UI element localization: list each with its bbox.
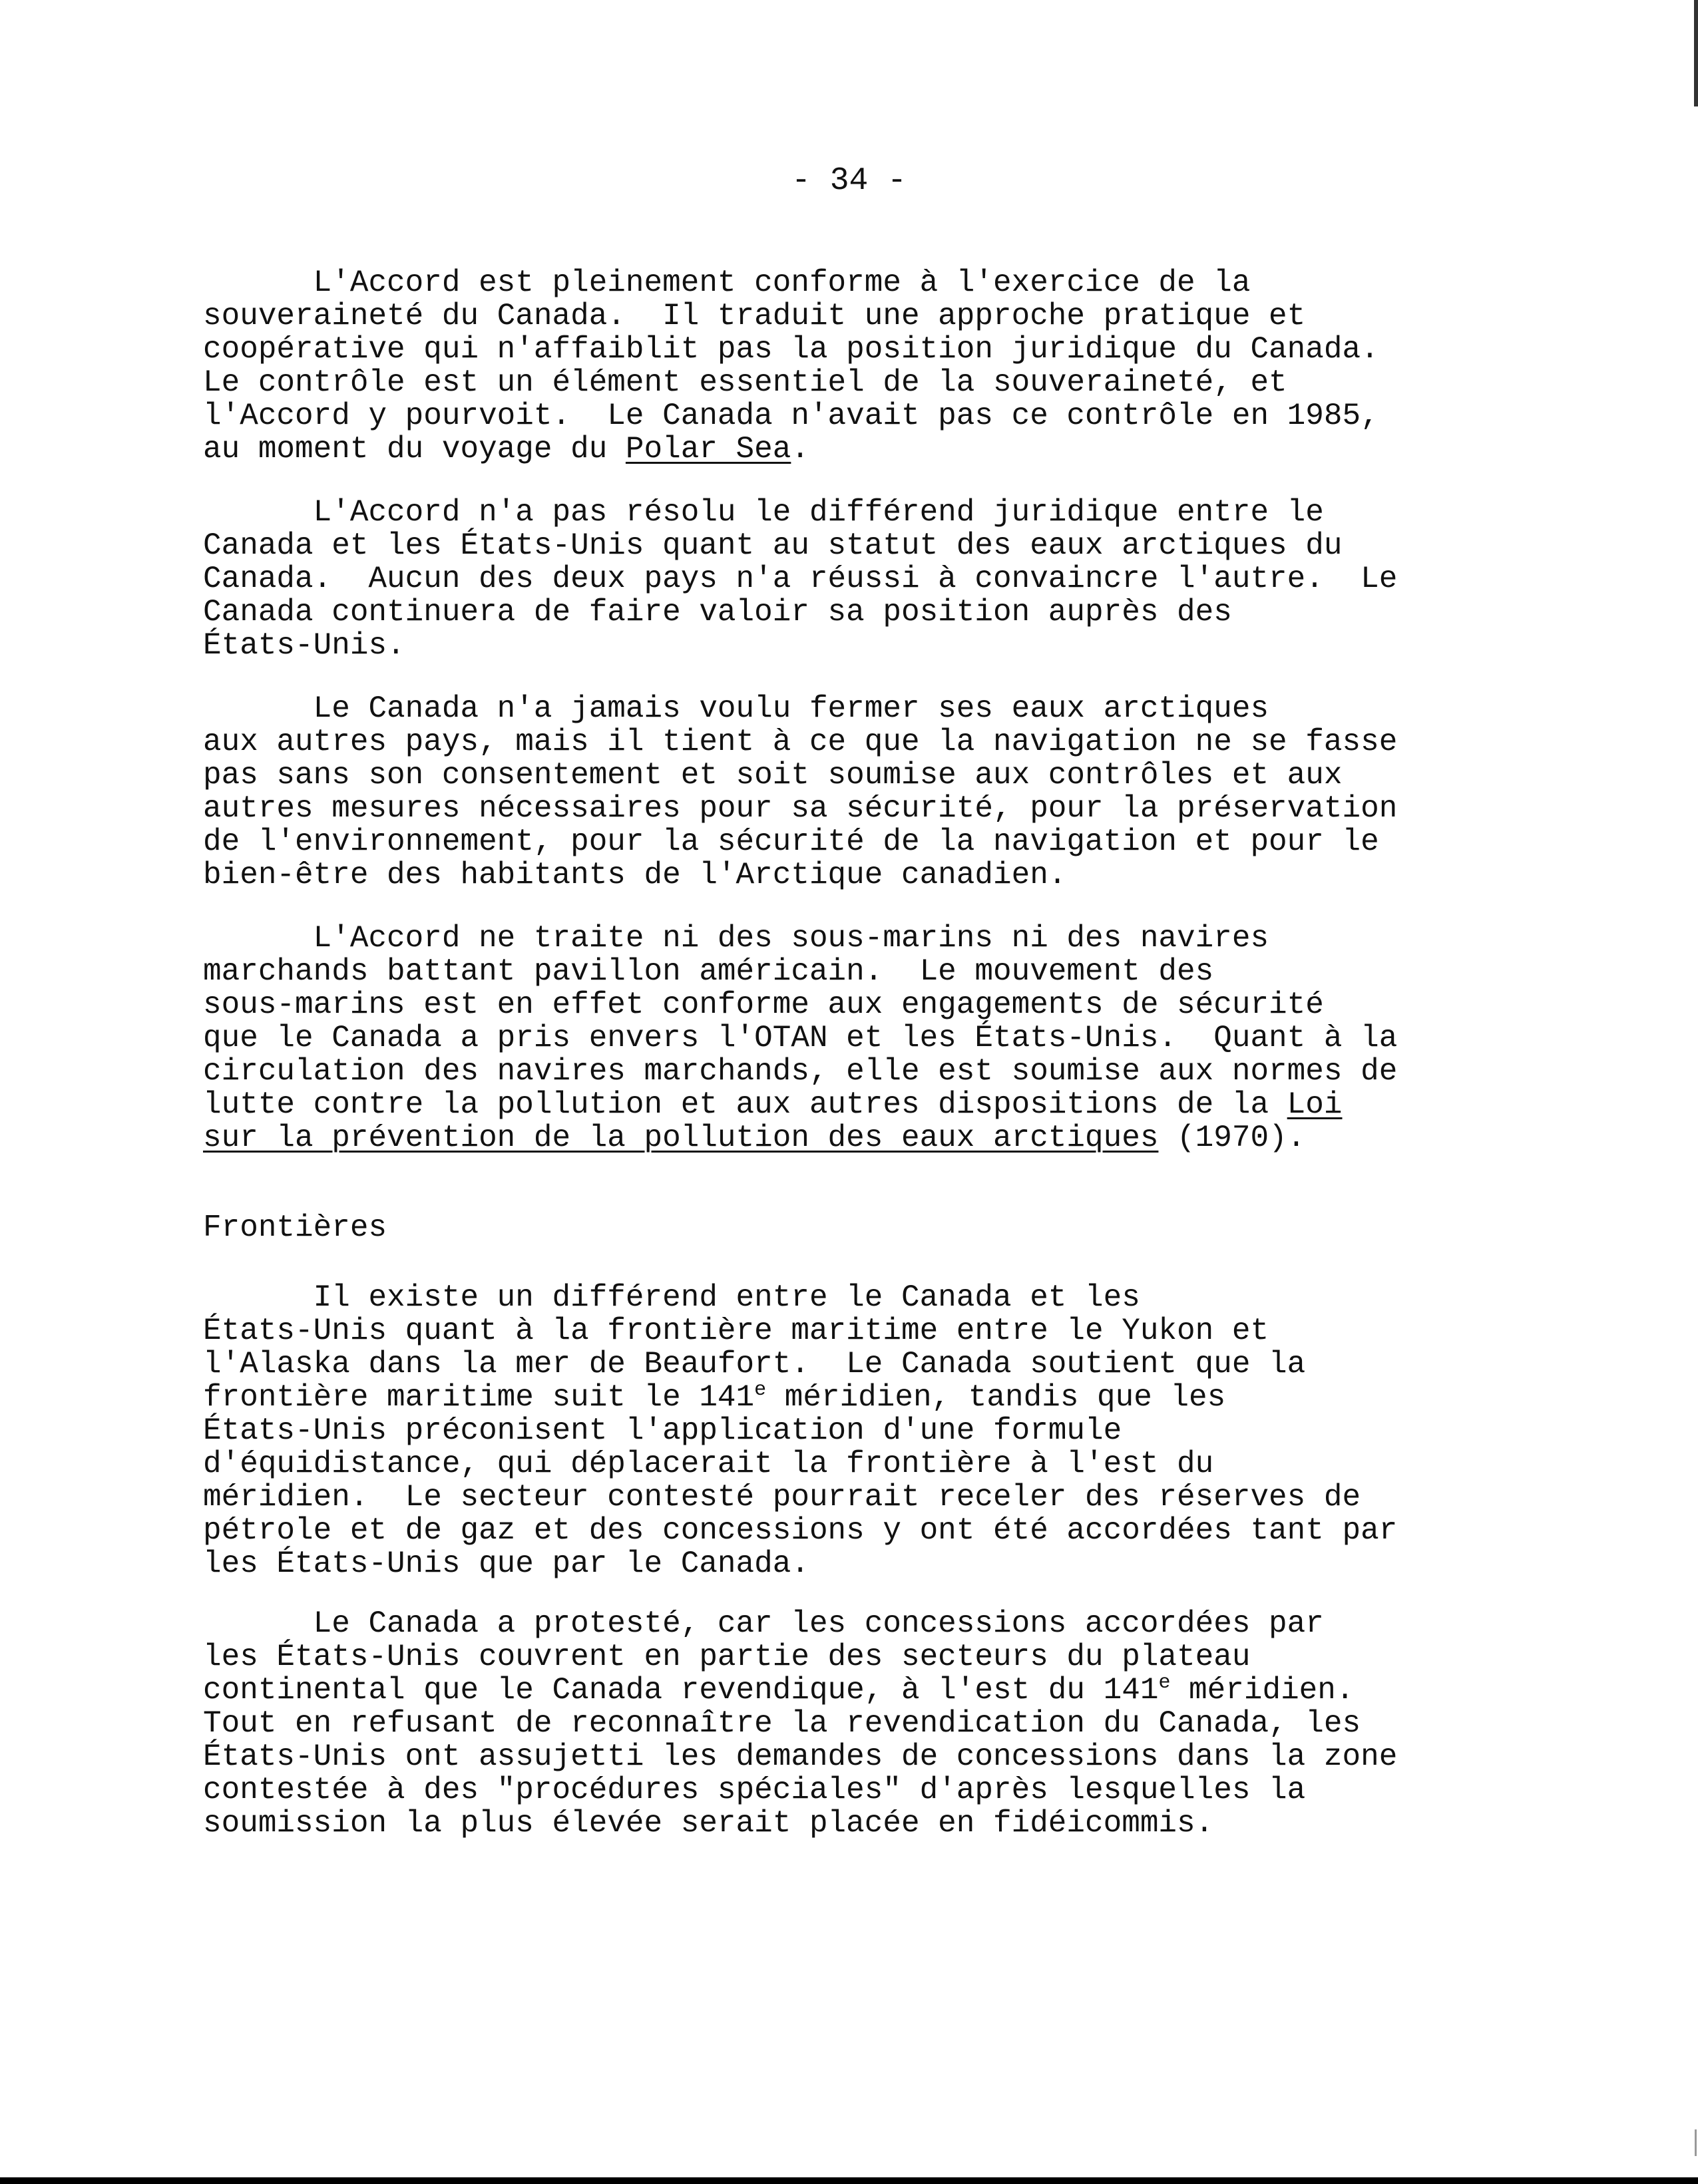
paragraph-line: États-Unis ont assujetti les demandes de concessions dans la zone <box>203 1739 1398 1774</box>
paragraph-line: circulation des navires marchands, elle est soumise aux normes de <box>203 1054 1398 1089</box>
line-text: (1970). <box>1158 1121 1306 1155</box>
ship-name-underlined: Polar Sea <box>625 432 791 466</box>
paragraph-line: souveraineté du Canada. Il traduit une approche pratique et <box>203 299 1306 333</box>
paragraph-line: aux autres pays, mais il tient à ce que la navigation ne se fasse <box>203 725 1398 759</box>
paragraph-submarines <box>203 922 1687 1155</box>
paragraph-line: contestée à des "procédures spéciales" d'après lesquelles la <box>203 1773 1306 1807</box>
paragraph-line: les États-Unis que par le Canada. <box>203 1547 809 1581</box>
paragraph-line: Le contrôle est un élément essentiel de la souveraineté, et <box>203 365 1287 400</box>
scan-edge-mark <box>1694 0 1698 106</box>
paragraph-line: Tout en refusant de reconnaître la revendication du Canada, les <box>203 1706 1361 1741</box>
paragraph-line: d'équidistance, qui déplacerait la frontière à l'est du <box>203 1447 1214 1481</box>
paragraph-line <box>203 1674 1687 1707</box>
paragraph-line: marchands battant pavillon américain. Le mouvement des <box>203 954 1214 989</box>
line-text: frontière maritime suit le 141 <box>203 1380 755 1415</box>
paragraph-line: Canada continuera de faire valoir sa position auprès des <box>203 595 1232 630</box>
paragraph-line: Canada et les États-Unis quant au statut des eaux arctiques du <box>203 528 1343 563</box>
paragraph-line: autres mesures nécessaires pour sa sécurité, pour la préservation <box>203 791 1398 826</box>
paragraph-line: soumission la plus élevée serait placée en fidéicommis. <box>203 1806 1214 1841</box>
paragraph-line: Canada. Aucun des deux pays n'a réussi à convaincre l'autre. Le <box>203 562 1398 596</box>
paragraph-line: États-Unis préconisent l'application d'une formule <box>203 1413 1122 1448</box>
superscript: e <box>754 1379 767 1401</box>
line-text: au moment du voyage du <box>203 432 626 466</box>
paragraph-line: pas sans son consentement et soit soumise aux contrôles et aux <box>203 758 1343 793</box>
paragraph-line: États-Unis. <box>203 628 405 663</box>
paragraph-line: coopérative qui n'affaiblit pas la position juridique du Canada. <box>203 332 1379 367</box>
scan-edge-mark <box>1695 2129 1697 2156</box>
paragraph-line: L'Accord est pleinement conforme à l'exercice de la <box>203 266 1251 300</box>
paragraph-line: Le Canada a protesté, car les concessions accordées par <box>203 1606 1324 1641</box>
paragraph-navigation <box>203 692 1687 892</box>
section-heading: Frontières <box>203 1210 387 1245</box>
paragraph-legal-dispute <box>203 496 1687 662</box>
paragraph-line: L'Accord ne traite ni des sous-marins ni des navires <box>203 921 1269 956</box>
paragraph-line: de l'environnement, pour la sécurité de la navigation et pour le <box>203 824 1379 859</box>
paragraph-line: pétrole et de gaz et des concessions y ont été accordées tant par <box>203 1513 1398 1548</box>
line-text: . <box>791 432 809 466</box>
law-title-underlined: sur la prévention de la pollution des eaux arctiques <box>203 1121 1159 1155</box>
paragraph-line <box>203 1121 1687 1155</box>
paragraph-line: méridien. Le secteur contesté pourrait receler des réserves de <box>203 1480 1361 1515</box>
paragraph-line: l'Alaska dans la mer de Beaufort. Le Canada soutient que la <box>203 1347 1306 1381</box>
line-text: méridien. <box>1170 1673 1355 1708</box>
paragraph-line <box>203 433 1687 466</box>
paragraph-line: bien-être des habitants de l'Arctique canadien. <box>203 858 1067 892</box>
paragraph-maritime-boundary <box>203 1281 1687 1580</box>
page-number: - 34 - <box>791 163 907 199</box>
paragraph-line: sous-marins est en effet conforme aux engagements de sécurité <box>203 988 1324 1022</box>
paragraph-line: Il existe un différend entre le Canada et les <box>203 1280 1140 1315</box>
line-text: méridien, tandis que les <box>766 1380 1226 1415</box>
paragraph-line: Le Canada n'a jamais voulu fermer ses eaux arctiques <box>203 691 1269 726</box>
scan-edge-mark <box>0 2177 1698 2184</box>
paragraph-line: que le Canada a pris envers l'OTAN et les États-Unis. Quant à la <box>203 1021 1398 1055</box>
paragraph-accord-sovereignty <box>203 266 1687 466</box>
paragraph-line: États-Unis quant à la frontière maritime entre le Yukon et <box>203 1314 1269 1348</box>
line-text: continental que le Canada revendique, à l'est du 141 <box>203 1673 1159 1708</box>
law-title-underlined: Loi <box>1287 1087 1343 1122</box>
paragraph-line <box>203 1381 1687 1414</box>
paragraph-line: L'Accord n'a pas résolu le différend juridique entre le <box>203 495 1324 530</box>
paragraph-line <box>203 1088 1687 1121</box>
superscript: e <box>1158 1672 1171 1694</box>
line-text: lutte contre la pollution et aux autres dispositions de la <box>203 1087 1287 1122</box>
paragraph-concessions-protest <box>203 1607 1687 1840</box>
paragraph-line: les États-Unis couvrent en partie des secteurs du plateau <box>203 1640 1251 1674</box>
paragraph-line: l'Accord y pourvoit. Le Canada n'avait pas ce contrôle en 1985, <box>203 399 1379 433</box>
